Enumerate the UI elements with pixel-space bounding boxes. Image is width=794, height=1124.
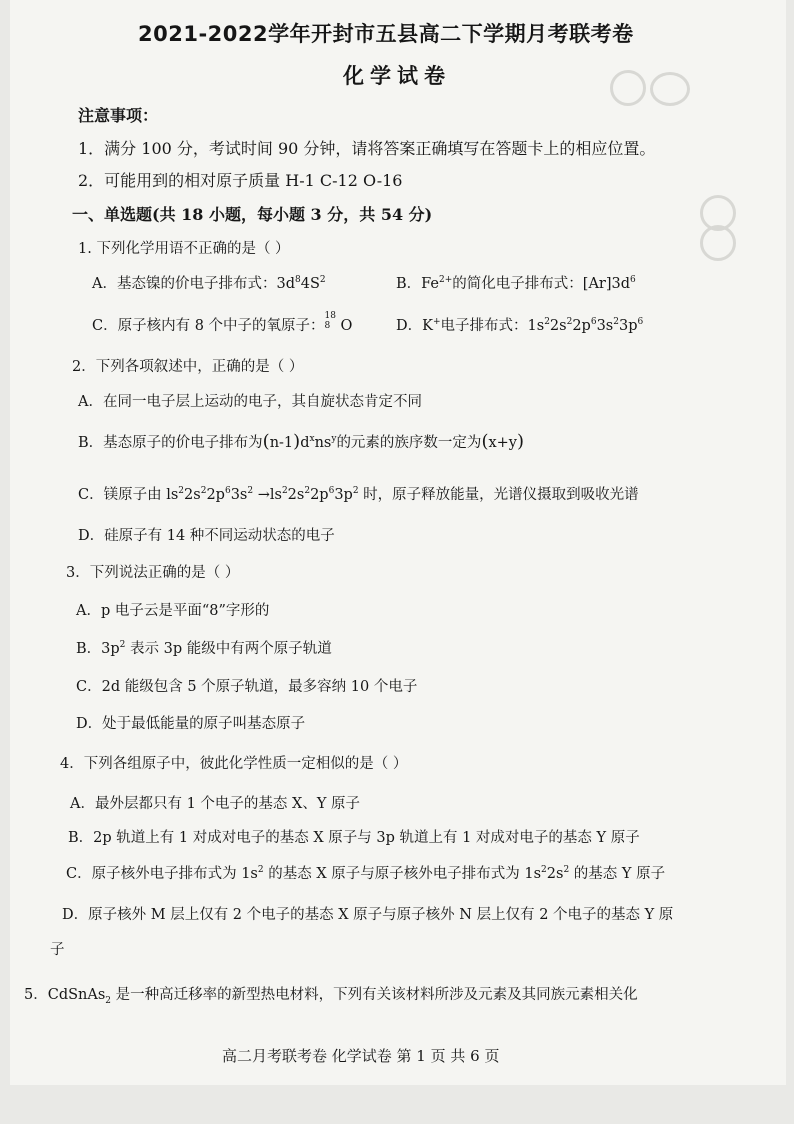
paren: ) — [293, 431, 301, 452]
bleed-through-circle — [650, 72, 690, 106]
superscript: 2+ — [439, 275, 453, 286]
superscript: 2 — [613, 317, 619, 328]
option-d: D．处于最低能量的原子叫基态原子 — [76, 716, 306, 732]
question-stem: 3．下列说法正确的是（ ） — [66, 565, 240, 581]
option-d: D．硅原子有 14 种不同运动状态的电子 — [78, 528, 335, 544]
superscript: 2 — [247, 486, 254, 497]
option-text: 2p — [310, 487, 329, 503]
option-text: 的简化电子排布式：[Ar]3d — [452, 276, 631, 292]
option-text: 时，原子释放能量，光谱仪摄取到吸收光谱 — [358, 487, 639, 503]
option-text: B．基态原子的价电子排布为 — [78, 435, 263, 451]
option-text: D．K — [396, 318, 433, 334]
question-text: 5．CdSnAs — [24, 987, 106, 1003]
isotope-notation — [324, 311, 341, 333]
option-text: C．原子核外电子排布式为 1s — [66, 866, 258, 882]
paren: ) — [517, 431, 525, 452]
question-stem — [24, 983, 638, 1006]
superscript: 2 — [544, 317, 550, 328]
superscript: 2 — [281, 486, 288, 497]
superscript: 2 — [257, 865, 264, 876]
question-stem: 1. 下列化学用语不正确的是（ ） — [78, 241, 290, 257]
bleed-through-circle — [700, 225, 736, 261]
section-heading: 一、单选题(共 18 小题，每小题 3 分，共 54 分) — [72, 205, 433, 224]
superscript: 2 — [119, 640, 126, 651]
option-text: 4S — [300, 276, 320, 292]
option-text: 2s — [287, 487, 305, 503]
superscript: 6 — [630, 275, 636, 286]
option-d — [396, 314, 643, 335]
option-text: 3s — [596, 318, 614, 334]
superscript: 8 — [294, 275, 301, 286]
option-text: A．基态镍的价电子排布式：3d — [92, 276, 295, 292]
option-text: 的元素的族序数一定为 — [336, 435, 482, 451]
superscript: 2 — [566, 317, 573, 328]
option-text: 3p — [618, 318, 638, 334]
option-text: 的基态 Y 原子 — [569, 866, 666, 882]
option-text: 3s — [230, 487, 248, 503]
option-d-continued: 子 — [50, 942, 65, 958]
page-footer: 高二月考联考卷 化学试卷 第 1 页 共 6 页 — [222, 1047, 500, 1065]
superscript: 6 — [637, 317, 644, 328]
superscript: 6 — [224, 486, 231, 497]
option-text: 2p — [572, 318, 591, 334]
bleed-through-circle — [610, 70, 646, 106]
mass-number: 18 — [324, 311, 336, 321]
option-a: A．在同一电子层上运动的电子，其自旋状态肯定不同 — [78, 394, 422, 410]
option-d: D．原子核外 M 层上仅有 2 个电子的基态 X 原子与原子核外 N 层上仅有 2 个电子的基态 Y 原 — [62, 907, 674, 923]
superscript: 6 — [590, 317, 597, 328]
option-text: C．原子核内有 8 个中子的氧原子： — [92, 318, 325, 334]
option-text: 的基态 X 原子与原子核外电子排布式为 1s — [263, 866, 542, 882]
element-symbol: O — [340, 318, 353, 334]
option-text: n-1 — [269, 435, 294, 451]
superscript: y — [331, 434, 337, 445]
option-c — [78, 483, 639, 504]
option-c — [92, 311, 353, 335]
option-b — [76, 637, 332, 658]
notice-item: 1．满分 100 分，考试时间 90 分钟，请将答案正确填写在答题卡上的相应位置。 — [78, 139, 656, 158]
option-text: 3p — [334, 487, 353, 503]
paren: ( — [262, 431, 270, 452]
option-text: 2s — [184, 487, 201, 503]
option-text: 2p — [206, 487, 225, 503]
superscript: 6 — [328, 486, 335, 497]
option-b — [78, 431, 524, 452]
option-text: d — [300, 435, 310, 451]
exam-page — [10, 0, 786, 1085]
option-text: →ls — [253, 487, 282, 503]
superscript: + — [432, 317, 441, 328]
question-stem: 2．下列各项叙述中，正确的是（ ） — [72, 359, 304, 375]
option-text: ns — [314, 435, 332, 451]
superscript: 2 — [563, 865, 570, 876]
option-a — [92, 272, 326, 293]
option-text: 表示 3p 能级中有两个原子轨道 — [125, 641, 332, 657]
superscript: 2 — [541, 865, 547, 876]
paren: ( — [481, 431, 489, 452]
exam-subtitle: 化学试卷 — [343, 64, 451, 88]
option-c — [66, 862, 665, 883]
question-text: 是一种高迁移率的新型热电材料，下列有关该材料所涉及元素及其同族元素相关化 — [111, 987, 638, 1003]
option-text: C．镁原子由 ls — [78, 487, 179, 503]
option-b: B．2p 轨道上有 1 对成对电子的基态 X 原子与 3p 轨道上有 1 对成对电子的基态 Y 原子 — [68, 830, 640, 846]
option-text: B．3p — [76, 641, 120, 657]
option-c: C．2d 能级包含 5 个原子轨道，最多容纳 10 个电子 — [76, 679, 418, 695]
option-a: A．最外层都只有 1 个电子的基态 X、Y 原子 — [70, 796, 361, 812]
notice-item: 2．可能用到的相对原子质量 H-1 C-12 O-16 — [78, 171, 403, 190]
superscript: 2 — [352, 486, 359, 497]
atomic-number: 8 — [324, 321, 331, 331]
option-text: B．Fe — [396, 276, 440, 292]
exam-title: 2021-2022学年开封市五县高二下学期月考联考卷 — [138, 22, 634, 46]
option-b — [396, 272, 636, 293]
superscript: x — [309, 434, 315, 445]
question-stem: 4．下列各组原子中，彼此化学性质一定相似的是（ ） — [60, 756, 408, 772]
superscript: 2 — [304, 486, 311, 497]
option-text: 2s — [549, 318, 567, 334]
option-text: 电子排布式：1s — [440, 318, 545, 334]
option-text: 2s — [546, 866, 564, 882]
superscript: 2 — [200, 486, 207, 497]
superscript: 2 — [319, 275, 326, 286]
option-a: A．p 电子云是平面“8”字形的 — [76, 603, 270, 619]
superscript: 2 — [178, 486, 185, 497]
subscript: 2 — [105, 995, 112, 1006]
notice-heading: 注意事项： — [78, 106, 159, 125]
option-text: x+y — [488, 435, 517, 451]
